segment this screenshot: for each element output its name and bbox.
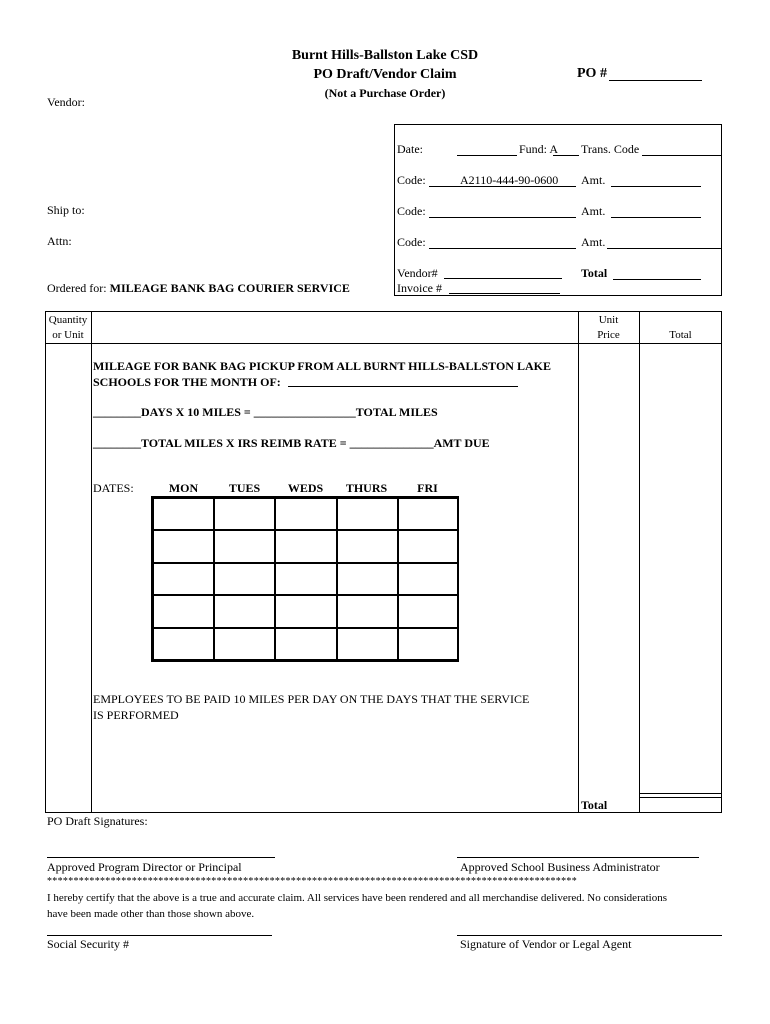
certify-line1: I hereby certify that the above is a true and accurate claim. All services have been rendered and all merchandise delivered. No considerations bbox=[47, 892, 668, 904]
code-field-2[interactable] bbox=[429, 217, 576, 218]
dates-grid bbox=[151, 496, 459, 662]
ordered-for-value: MILEAGE BANK BAG COURIER SERVICE bbox=[109, 281, 350, 295]
po-number-field[interactable] bbox=[609, 80, 702, 81]
ssn-label: Social Security # bbox=[47, 937, 129, 951]
date-cell[interactable] bbox=[214, 530, 275, 562]
attn-label: Attn: bbox=[47, 234, 72, 248]
date-cell[interactable] bbox=[214, 628, 275, 660]
code-label-2: Code: bbox=[397, 204, 426, 218]
dates-label: DATES: bbox=[93, 481, 134, 495]
qty-header-line1: Quantity bbox=[48, 314, 88, 326]
amt-field-2[interactable] bbox=[611, 217, 701, 218]
invoice-field[interactable] bbox=[449, 293, 560, 294]
day-header-weds: WEDS bbox=[287, 481, 324, 495]
vendor-number-field[interactable] bbox=[444, 278, 562, 279]
date-cell[interactable] bbox=[398, 563, 459, 595]
amt-field-3[interactable] bbox=[607, 248, 721, 249]
date-cell[interactable] bbox=[398, 498, 459, 530]
trans-code-field[interactable] bbox=[642, 155, 721, 156]
total-miles-label: TOTAL MILES bbox=[355, 405, 438, 419]
date-cell[interactable] bbox=[153, 595, 214, 627]
trans-code-label: Trans. Code bbox=[581, 142, 640, 156]
business-admin-signature-line[interactable] bbox=[457, 857, 699, 858]
date-cell[interactable] bbox=[337, 563, 398, 595]
header-row-divider bbox=[45, 343, 722, 344]
date-cell[interactable] bbox=[275, 563, 336, 595]
unit-price-header-line2: Price bbox=[597, 329, 620, 341]
days-times-miles-text: DAYS X 10 MILES = bbox=[141, 405, 254, 419]
amt-field-1[interactable] bbox=[611, 186, 701, 187]
date-cell[interactable] bbox=[153, 498, 214, 530]
qty-header-line2: or Unit bbox=[52, 329, 84, 341]
month-field[interactable] bbox=[288, 386, 518, 387]
district-name: Burnt Hills-Ballston Lake CSD bbox=[291, 48, 479, 63]
account-total-field[interactable] bbox=[613, 279, 701, 280]
date-cell[interactable] bbox=[275, 530, 336, 562]
date-cell[interactable] bbox=[337, 628, 398, 660]
date-cell[interactable] bbox=[275, 595, 336, 627]
asterisk-divider: **************************************************************************************************** bbox=[47, 876, 577, 887]
amt-due-blank[interactable]: ______________ bbox=[349, 436, 434, 450]
day-header-fri: FRI bbox=[417, 481, 438, 495]
account-total-label: Total bbox=[581, 266, 608, 280]
form-title: PO Draft/Vendor Claim bbox=[313, 67, 457, 82]
vendor-number-label: Vendor# bbox=[397, 266, 438, 280]
amt-label-1: Amt. bbox=[581, 173, 606, 187]
form-subtitle: (Not a Purchase Order) bbox=[324, 86, 446, 100]
vendor-signature-line[interactable] bbox=[457, 935, 722, 936]
irs-rate-text: TOTAL MILES X IRS REIMB RATE = bbox=[141, 436, 350, 450]
description-line1: MILEAGE FOR BANK BAG PICKUP FROM ALL BURNT HILLS-BALLSTON LAKE bbox=[93, 359, 551, 373]
description-line2: SCHOOLS FOR THE MONTH OF: bbox=[93, 375, 281, 389]
date-cell[interactable] bbox=[275, 498, 336, 530]
amt-label-3: Amt. bbox=[581, 235, 606, 249]
code-field-3[interactable] bbox=[429, 248, 576, 249]
program-director-label: Approved Program Director or Principal bbox=[47, 860, 242, 874]
date-cell[interactable] bbox=[153, 563, 214, 595]
employees-note-line2: IS PERFORMED bbox=[93, 708, 179, 722]
invoice-label: Invoice # bbox=[397, 281, 442, 295]
vendor-signature-label: Signature of Vendor or Legal Agent bbox=[460, 937, 632, 951]
code-label-3: Code: bbox=[397, 235, 426, 249]
date-cell[interactable] bbox=[275, 628, 336, 660]
date-cell[interactable] bbox=[398, 628, 459, 660]
total-line-lower bbox=[639, 797, 722, 798]
date-cell[interactable] bbox=[337, 530, 398, 562]
fund-field[interactable] bbox=[553, 155, 579, 156]
date-cell[interactable] bbox=[214, 563, 275, 595]
employees-note-line1: EMPLOYEES TO BE PAID 10 MILES PER DAY ON THE DAYS THAT THE SERVICE bbox=[93, 692, 530, 706]
po-number-label: PO # bbox=[577, 66, 607, 81]
certify-line2: have been made other than those shown above. bbox=[47, 908, 255, 920]
date-cell[interactable] bbox=[214, 595, 275, 627]
unit-price-header-line1: Unit bbox=[598, 314, 619, 326]
fund-label: Fund: A bbox=[519, 142, 559, 156]
grand-total-label: Total bbox=[581, 798, 608, 812]
date-cell[interactable] bbox=[337, 595, 398, 627]
date-cell[interactable] bbox=[398, 530, 459, 562]
program-director-signature-line[interactable] bbox=[47, 857, 275, 858]
po-draft-signatures-label: PO Draft Signatures: bbox=[47, 814, 148, 828]
date-cell[interactable] bbox=[153, 530, 214, 562]
business-admin-label: Approved School Business Administrator bbox=[460, 860, 660, 874]
date-cell[interactable] bbox=[214, 498, 275, 530]
date-cell[interactable] bbox=[337, 498, 398, 530]
day-header-thurs: THURS bbox=[345, 481, 388, 495]
total-miles-count-blank[interactable]: ________ bbox=[93, 436, 141, 450]
day-header-tues: TUES bbox=[228, 481, 261, 495]
code-field-1[interactable] bbox=[429, 186, 576, 187]
vendor-label: Vendor: bbox=[47, 95, 85, 109]
date-cell[interactable] bbox=[398, 595, 459, 627]
total-column-divider bbox=[639, 311, 640, 813]
total-miles-blank[interactable]: _________________ bbox=[253, 405, 356, 419]
amount-calculation-line bbox=[93, 436, 490, 451]
days-calculation-line bbox=[93, 405, 438, 420]
total-header: Total bbox=[669, 329, 692, 341]
qty-column-divider bbox=[91, 311, 92, 813]
date-label: Date: bbox=[397, 142, 423, 156]
code-value-1: A2110-444-90-0600 bbox=[460, 173, 559, 187]
date-cell[interactable] bbox=[153, 628, 214, 660]
amt-due-label: AMT DUE bbox=[433, 436, 490, 450]
price-column-divider bbox=[578, 311, 579, 813]
total-line-upper bbox=[639, 793, 722, 794]
ssn-line[interactable] bbox=[47, 935, 272, 936]
ship-to-label: Ship to: bbox=[47, 203, 85, 217]
code-label-1: Code: bbox=[397, 173, 426, 187]
days-count-blank[interactable]: ________ bbox=[93, 405, 141, 419]
ordered-for bbox=[47, 281, 350, 296]
amt-label-2: Amt. bbox=[581, 204, 606, 218]
ordered-for-label: Ordered for: bbox=[47, 281, 107, 295]
day-header-mon: MON bbox=[168, 481, 199, 495]
date-field[interactable] bbox=[457, 155, 517, 156]
